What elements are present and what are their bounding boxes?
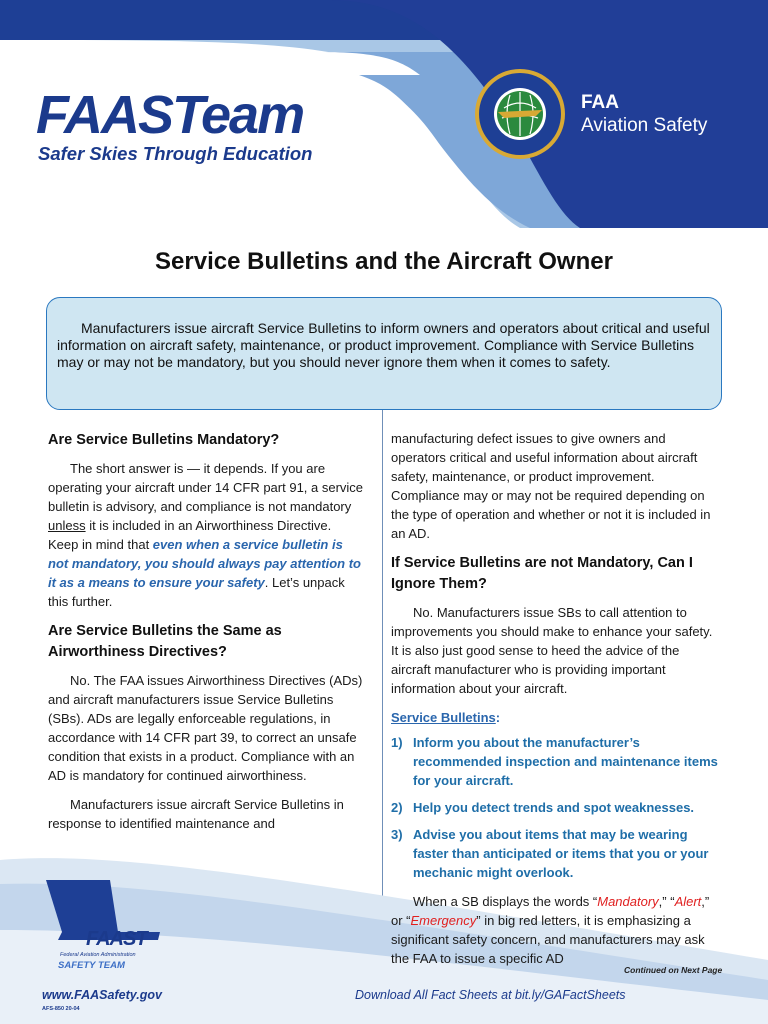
paragraph-short-answer [48, 459, 364, 611]
service-bulletins-label [391, 708, 721, 727]
faa-aviation-safety-label [581, 92, 707, 138]
list-item [391, 798, 721, 817]
text: The short answer is — it depends. If you are operating your aircraft under 14 CFR part 91, a service bulletin is advisory, and compliance is not mandatory [48, 461, 364, 514]
faa-label: FAA [581, 92, 619, 113]
paragraph-no-manufacturers: No. Manufacturers issue SBs to call attention to improvements you should make to enhance your safety. It is also just good sense to heed the advice of the aircraft manufacturer who is providing important information about your aircraft. [391, 605, 713, 696]
service-bulletins-link[interactable]: Service Bulletins [391, 710, 496, 725]
fact-sheets-link[interactable]: Download All Fact Sheets at bit.ly/GAFactSheets [355, 988, 626, 1002]
left-column [48, 430, 364, 843]
continued-note: Continued on Next Page [624, 965, 723, 975]
faa-seal-icon [474, 68, 566, 160]
intro-box [46, 297, 722, 410]
text: it is included in an Airworthiness Directive. Keep in mind that [48, 518, 332, 552]
text: ,” “ [658, 894, 675, 909]
word-alert: Alert [674, 894, 702, 909]
unless-underlined: unless [48, 518, 86, 533]
text: ,” or “ [391, 894, 710, 928]
aviation-safety-label: Aviation Safety [581, 114, 708, 136]
heading-ignore: If Service Bulletins are not Mandatory, Can I Ignore Them? [391, 555, 693, 592]
heading-same-as-ad: Are Service Bulletins the Same as Airworthiness Directives? [48, 623, 282, 660]
page-title: Service Bulletins and the Aircraft Owner [155, 248, 613, 275]
document-code: AFS-850 20-04 [42, 1006, 80, 1012]
tagline: Safer Skies Through Education [38, 143, 313, 164]
colon: : [495, 710, 501, 725]
paragraph-manufacturers: Manufacturers issue aircraft Service Bulletins in response to identified maintenance and [48, 797, 344, 831]
list-text: Advise you about items that may be wearing faster than anticipated or items that you or your mechanic might overlook. [413, 827, 709, 880]
heading-mandatory: Are Service Bulletins Mandatory? [48, 432, 280, 448]
paragraph-faa-issues: No. The FAA issues Airworthiness Directives (ADs) and aircraft manufacturers issue Service Bulletins (SBs). ADs are legally enforceable regulations, in accordance with 14 CFR part 39, to correct an unsafe condition that exists in a product. Compliance with an AD is mandatory for continued airworthiness. [48, 673, 363, 783]
text: ” in big red letters, it is emphasizing a significant safety concern, and manufacturers may ask the FAA to issue a specific AD [391, 913, 705, 966]
list-number: 1) [391, 735, 403, 750]
right-column [391, 429, 721, 978]
paragraph-red-letters [391, 892, 721, 968]
list-item [391, 733, 721, 790]
emphasis-text: even when a service bulletin is not mandatory, you should always pay attention to it as a means to ensure your safety [48, 537, 361, 590]
list-text: Inform you about the manufacturer’s recommended inspection and maintenance items for your aircraft. [413, 735, 718, 788]
list-number: 3) [391, 827, 403, 842]
word-emergency: Emergency [410, 913, 477, 928]
faasteam-logo: FAASTeam [36, 85, 304, 145]
paragraph-continued: manufacturing defect issues to give owners and operators critical and useful information about aircraft safety, maintenance, or product improvement. Compliance may or may not be required depending on the type of operation and whether or not it is included in an AD. [391, 431, 711, 541]
faast-wordmark: FAAST [86, 928, 147, 950]
faasafety-link[interactable]: www.FAASafety.gov [42, 988, 162, 1002]
list-text: Help you detect trends and spot weaknesses. [413, 800, 695, 815]
list-number: 2) [391, 800, 403, 815]
list-item [391, 825, 721, 882]
text: When a SB displays the words “ [413, 894, 598, 909]
faast-subtitle: Federal Aviation Administration [60, 952, 136, 958]
intro-text: Manufacturers issue aircraft Service Bulletins to inform owners and operators about critical and useful information on aircraft safety, maintenance, or product improvement. Compliance with Service Bulletins may or may not be mandatory, but you should never ignore them when it comes to safety. [57, 320, 710, 371]
text: . Let’s unpack this further. [48, 575, 345, 609]
bulletin-list [391, 733, 721, 882]
faast-safety-team: SAFETY TEAM [58, 960, 125, 971]
word-mandatory: Mandatory [597, 894, 659, 909]
